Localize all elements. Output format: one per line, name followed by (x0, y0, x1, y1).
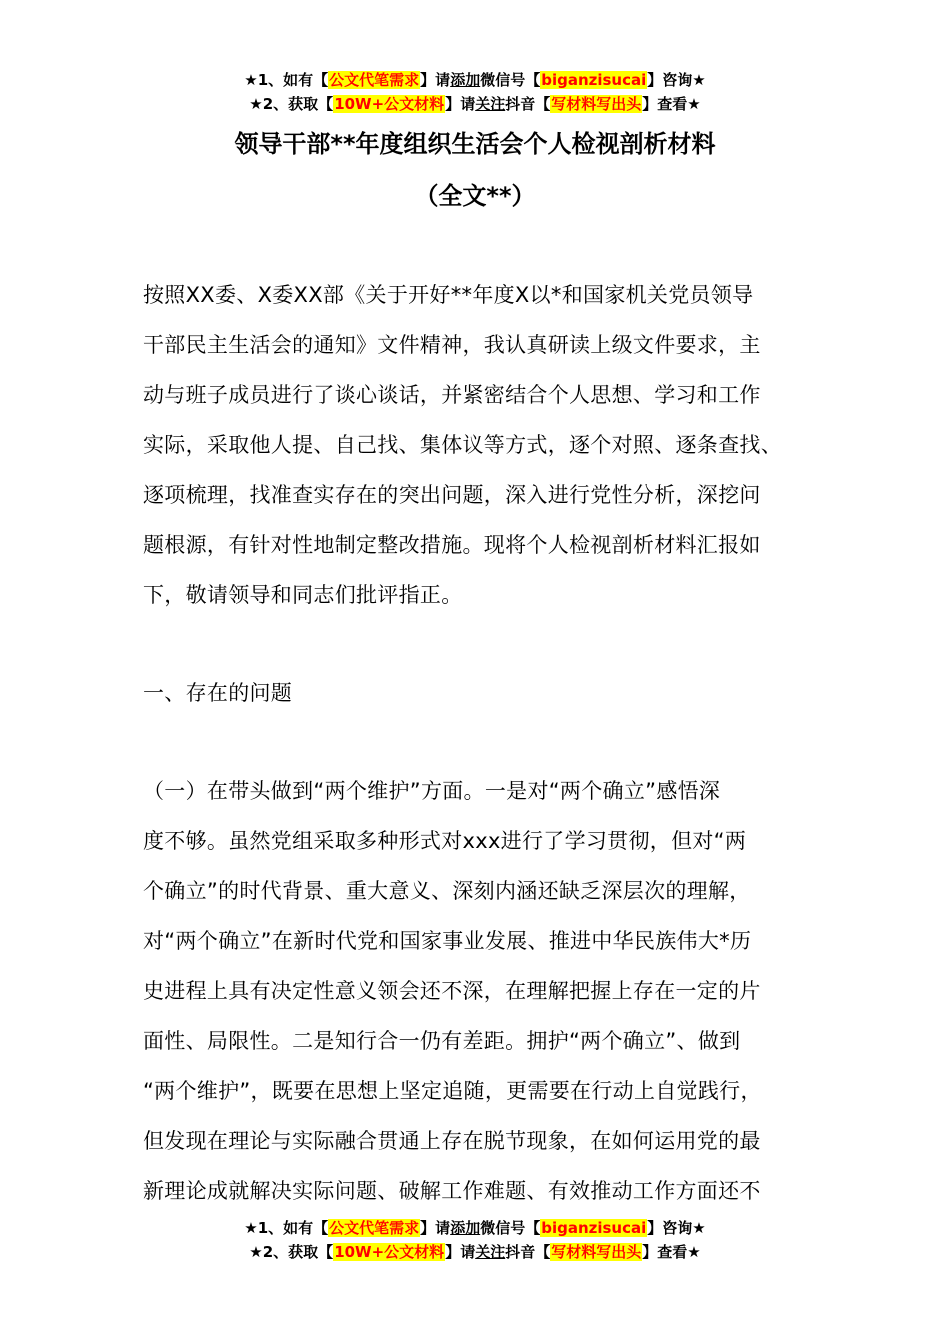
paragraph-line: 史进程上具有决定性意义领会还不深，在理解把握上存在一定的片 (143, 979, 761, 1003)
banner-text: 】查看★ (642, 1243, 701, 1261)
paragraph-line: “两个维护”，既要在思想上坚定追随，更需要在行动上自觉践行， (143, 1079, 762, 1103)
bottom-banner (0, 1216, 950, 1264)
banner-underlined-text: 关注 (475, 1243, 506, 1261)
section-heading (143, 668, 833, 718)
banner-text: 】请 (420, 71, 451, 89)
banner-highlight: 写材料写出头 (551, 1243, 642, 1261)
banner-line-1 (0, 1216, 950, 1240)
banner-line-2 (0, 1240, 950, 1264)
banner-highlight: 10W+公文材料 (334, 1243, 445, 1261)
banner-highlight: 公文代笔需求 (329, 1219, 420, 1237)
banner-text: 】咨询★ (647, 71, 706, 89)
banner-text: 】请 (445, 1243, 476, 1261)
banner-text: 抖音【 (505, 1243, 551, 1261)
banner-line-1 (0, 68, 950, 92)
paragraph-line: 个确立”的时代背景、重大意义、深刻内涵还缺乏深层次的理解， (143, 879, 751, 903)
paragraph-line: 逐项梳理，找准查实存在的突出问题，深入进行党性分析，深挖问 (143, 483, 761, 507)
banner-underlined-text: 添加 (450, 1219, 481, 1237)
banner-text: 】请 (420, 1219, 451, 1237)
paragraph-line: 度不够。虽然党组采取多种形式对xxx进行了学习贯彻，但对“两 (143, 829, 747, 853)
banner-text: 】咨询★ (647, 1219, 706, 1237)
paragraph-line: （一）在带头做到“两个维护”方面。一是对“两个确立”感悟深 (143, 779, 721, 803)
document-subtitle: （全文**） (414, 182, 536, 210)
banner-text: ★2、获取【 (249, 1243, 334, 1261)
paragraph-line: 但发现在理论与实际融合贯通上存在脱节现象，在如何运用党的最 (143, 1129, 761, 1153)
paragraph-line: 下，敬请领导和同志们批评指正。 (143, 583, 463, 607)
paragraph-line: 题根源，有针对性地制定整改措施。现将个人检视剖析材料汇报如 (143, 533, 761, 557)
section-heading-text: 一、存在的问题 (143, 681, 293, 705)
banner-text: ★1、如有【 (244, 71, 329, 89)
banner-underlined-text: 关注 (475, 95, 506, 113)
banner-highlight: biganzisucai (541, 71, 647, 89)
paragraph-line: 干部民主生活会的通知》文件精神，我认真研读上级文件要求，主 (143, 333, 761, 357)
banner-highlight: 公文代笔需求 (329, 71, 420, 89)
paragraph-line: 按照XX委、X委XX部《关于开好**年度X以*和国家机关党员领导 (143, 283, 754, 307)
banner-text: 微信号【 (480, 1219, 541, 1237)
document-title: 领导干部**年度组织生活会个人检视剖析材料 (234, 130, 716, 158)
paragraph-line: 动与班子成员进行了谈心谈话，并紧密结合个人思想、学习和工作 (143, 383, 761, 407)
banner-text: 】请 (445, 95, 476, 113)
paragraph-line: 面性、局限性。二是知行合一仍有差距。拥护“两个确立”、做到 (143, 1029, 741, 1053)
paragraph-line: 实际，采取他人提、自己找、集体议等方式，逐个对照、逐条查找、 (143, 433, 782, 457)
banner-highlight: 10W+公文材料 (334, 95, 445, 113)
section-paragraph (143, 766, 833, 1216)
paragraph-line: 新理论成就解决实际问题、破解工作难题、有效推动工作方面还不 (143, 1179, 761, 1203)
banner-highlight: 写材料写出头 (551, 95, 642, 113)
banner-underlined-text: 添加 (450, 71, 481, 89)
banner-text: ★2、获取【 (249, 95, 334, 113)
banner-text: 抖音【 (505, 95, 551, 113)
paragraph-line: 对“两个确立”在新时代党和国家事业发展、推进中华民族伟大*历 (143, 929, 752, 953)
banner-text: 】查看★ (642, 95, 701, 113)
banner-text: 微信号【 (480, 71, 541, 89)
top-banner (0, 68, 950, 116)
banner-highlight: biganzisucai (541, 1219, 647, 1237)
banner-text: ★1、如有【 (244, 1219, 329, 1237)
banner-line-2 (0, 92, 950, 116)
intro-paragraph (143, 270, 833, 620)
